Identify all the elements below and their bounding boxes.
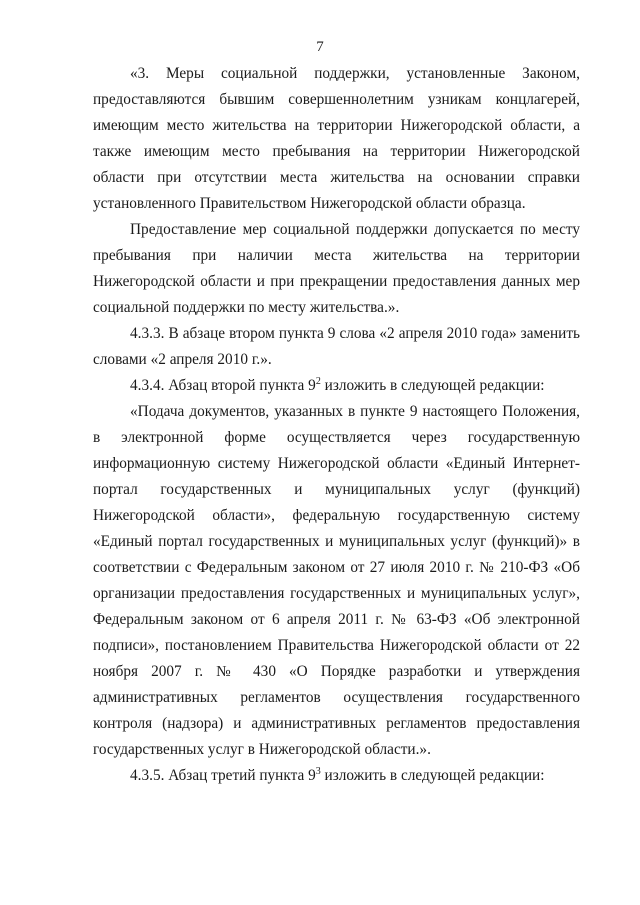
page-number: 7: [316, 39, 324, 55]
paragraph-4-3-4-superscript: 2: [315, 376, 321, 387]
paragraph-4-3-5-tail: изложить в следующей редакции:: [320, 767, 545, 784]
paragraph-place-of-stay: Предоставление мер социальной поддержки допускается по месту пребывания при наличии места жительства на территории Нижегородской области и при прекращении предоставления данных мер социальной поддержки по месту жительства.».: [93, 221, 580, 316]
paragraph-4-3-4-text: 4.3.4. Абзац второй пункта 9: [130, 377, 316, 394]
document-body: [93, 61, 580, 789]
paragraph-4-3-5-superscript: 3: [315, 766, 321, 777]
paragraph-4-3-3: 4.3.3. В абзаце втором пункта 9 слова «2 апреля 2010 года» заменить словами «2 апреля 2010 г.».: [93, 325, 580, 368]
paragraph-electronic-submission: «Подача документов, указанных в пункте 9 настоящего Положения, в электронной форме осуществляется через государственную информационную систему Нижегородской области «Единый Интернет-портал государственных и муниципальных услуг (функций) Нижегородской области», федеральную государственную систему «Единый портал государственных и муниципальных услуг (функций)» в соответствии с Федеральным законом от 27 июля 2010 г. № 210-ФЗ «Об организации предоставления государственных и муниципальных услуг», Федеральным законом от 6 апреля 2011 г. № 63-ФЗ «Об электронной подписи», постановлением Правительства Нижегородской области от 22 ноября 2007 г. № 430 «О Порядке разработки и утверждения административных регламентов осуществления государственного контроля (надзора) и административных регламентов предоставления государственных услуг в Нижегородской области.».: [93, 403, 580, 758]
paragraph-4-3-5: [93, 763, 580, 789]
paragraph-4-3-5-text: 4.3.5. Абзац третий пункта 9: [130, 767, 316, 784]
paragraph-support-measures: «3. Меры социальной поддержки, установленные Законом, предоставляются бывшим совершеннолетним узникам концлагерей, имеющим место жительства на территории Нижегородской области, а также имеющим место пребывания на территории Нижегородской области при отсутствии места жительства на основании справки установленного Правительством Нижегородской области образца.: [93, 65, 580, 212]
paragraph-4-3-4-tail: изложить в следующей редакции:: [320, 377, 545, 394]
paragraph-4-3-4: [93, 373, 580, 399]
